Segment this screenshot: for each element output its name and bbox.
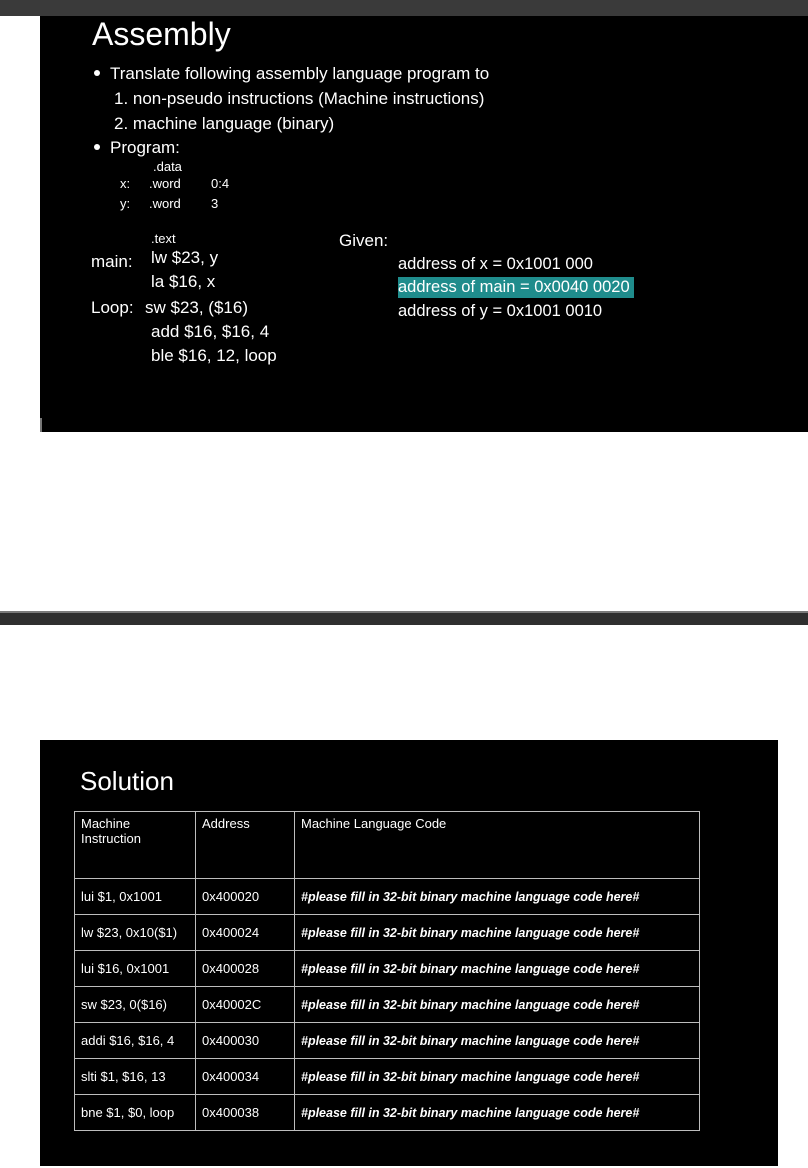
table-row — [75, 987, 700, 1023]
cell-code: #please fill in 32-bit binary machine language code here# — [295, 951, 700, 987]
table-row — [75, 1059, 700, 1095]
table-header-row — [75, 812, 700, 879]
y-word: .word — [149, 196, 181, 211]
x-label: x: — [120, 176, 131, 191]
cell-address: 0x400034 — [196, 1059, 295, 1095]
y-value: 3 — [211, 196, 219, 211]
bullet-program: Program: — [94, 138, 180, 158]
cell-instruction: lui $1, 0x1001 — [75, 879, 196, 915]
header-machine-instruction: Machine Instruction — [75, 812, 196, 879]
x-word: .word — [149, 176, 181, 191]
given-address-y: address of y = 0x1001 0010 — [398, 302, 603, 320]
given-address-main: address of main = 0x0040 0020 — [398, 278, 634, 297]
y-label: y: — [120, 196, 131, 211]
header-machine-language-code: Machine Language Code — [295, 812, 700, 879]
sub-item-2: 2. machine language (binary) — [114, 114, 335, 133]
table-row — [75, 951, 700, 987]
table-row — [75, 915, 700, 951]
cell-address: 0x400038 — [196, 1095, 295, 1131]
table-row — [75, 1095, 700, 1131]
cell-instruction: sw $23, 0($16) — [75, 987, 196, 1023]
cell-code: #please fill in 32-bit binary machine language code here# — [295, 915, 700, 951]
cell-instruction: lw $23, 0x10($1) — [75, 915, 196, 951]
text-directive: .text — [151, 231, 176, 246]
given-address-x: address of x = 0x1001 000 — [398, 255, 593, 273]
cell-address: 0x400030 — [196, 1023, 295, 1059]
code-line-ble: ble $16, 12, loop — [151, 346, 277, 365]
cell-code: #please fill in 32-bit binary machine language code here# — [295, 1095, 700, 1131]
cell-code: #please fill in 32-bit binary machine language code here# — [295, 1059, 700, 1095]
loop-label: Loop: — [91, 298, 134, 317]
cell-instruction: addi $16, $16, 4 — [75, 1023, 196, 1059]
code-line-lw: lw $23, y — [151, 248, 219, 267]
cell-address: 0x400028 — [196, 951, 295, 987]
cell-instruction: slti $1, $16, 13 — [75, 1059, 196, 1095]
cell-address: 0x400020 — [196, 879, 295, 915]
slide-title: Assembly — [92, 16, 231, 52]
cell-address: 0x40002C — [196, 987, 295, 1023]
main-label: main: — [91, 252, 133, 271]
cell-instruction: lui $16, 0x1001 — [75, 951, 196, 987]
bullet-dot-icon — [94, 70, 100, 76]
assembly-slide — [40, 16, 808, 432]
solution-title: Solution — [80, 766, 174, 796]
code-line-add: add $16, $16, 4 — [151, 322, 270, 341]
data-directive: .data — [153, 159, 182, 174]
sub-item-1: 1. non-pseudo instructions (Machine instructions) — [114, 89, 485, 108]
section-divider — [0, 611, 808, 625]
header-address: Address — [196, 812, 295, 879]
cell-address: 0x400024 — [196, 915, 295, 951]
bullet-translate: Translate following assembly language program to — [94, 64, 489, 84]
code-line-la: la $16, x — [151, 272, 216, 291]
given-label: Given: — [339, 231, 389, 250]
solution-slide — [40, 740, 778, 1166]
bullet-dot-icon — [94, 144, 100, 150]
table-row — [75, 879, 700, 915]
cell-code: #please fill in 32-bit binary machine language code here# — [295, 987, 700, 1023]
solution-table — [74, 811, 700, 1131]
slide-edge-line — [40, 418, 42, 432]
cell-code: #please fill in 32-bit binary machine language code here# — [295, 1023, 700, 1059]
cell-code: #please fill in 32-bit binary machine language code here# — [295, 879, 700, 915]
table-row — [75, 1023, 700, 1059]
top-bar — [0, 0, 808, 16]
code-line-sw: sw $23, ($16) — [145, 298, 248, 317]
x-value: 0:4 — [211, 176, 230, 191]
cell-instruction: bne $1, $0, loop — [75, 1095, 196, 1131]
